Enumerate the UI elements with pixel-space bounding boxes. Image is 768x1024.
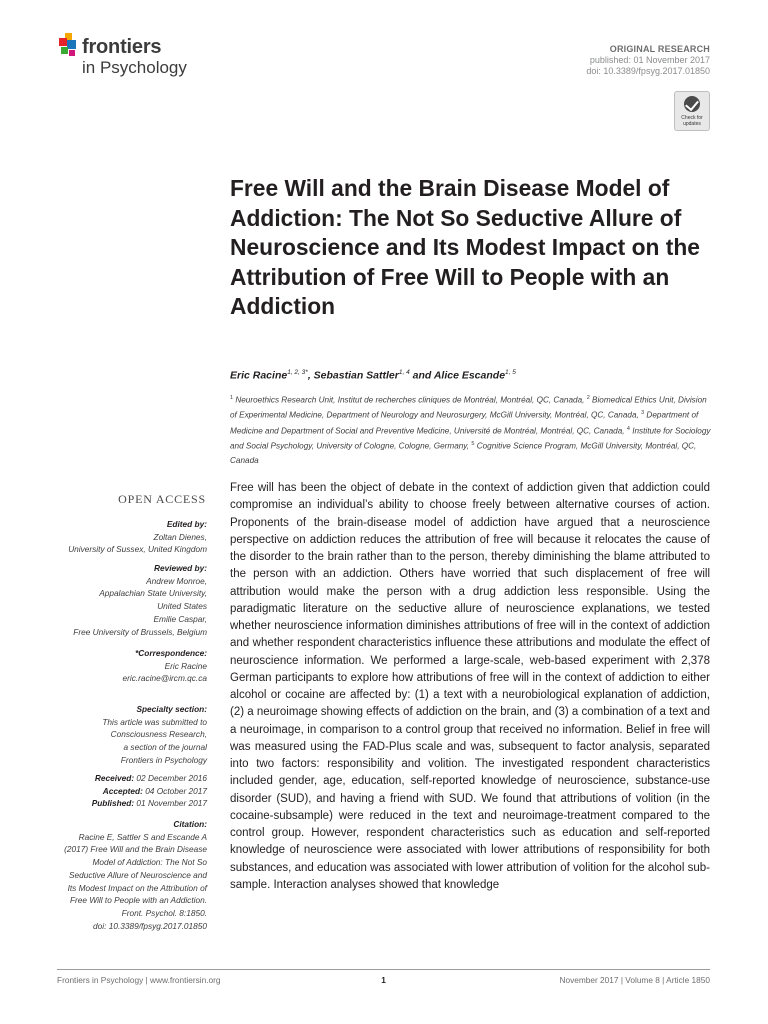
- published-label: Published:: [91, 798, 135, 809]
- received-date: 02 December 2016: [136, 773, 207, 783]
- check-icon: [684, 96, 700, 112]
- accepted-date: 04 October 2017: [145, 785, 207, 796]
- correspondence-name: Eric Racine: [164, 660, 207, 671]
- open-access-label: OPEN ACCESS: [118, 492, 206, 506]
- article-type: ORIGINAL RESEARCH: [609, 44, 710, 54]
- author-name[interactable]: Sebastian Sattler: [313, 369, 399, 382]
- citation-block: [50, 818, 207, 932]
- citation-heading: Citation:: [173, 819, 207, 829]
- affiliations: [230, 392, 715, 467]
- citation-line: Seductive Allure of Neuroscience and: [68, 869, 207, 880]
- published-date: published: 01 November 2017: [589, 55, 710, 65]
- affil-sup: 5: [471, 441, 475, 448]
- reviewer-line: Appalachian State University,: [99, 588, 207, 599]
- reviewed-by-heading: Reviewed by:: [153, 563, 207, 573]
- author-separator: ,: [307, 369, 314, 382]
- specialty-line: Consciousness Research,: [110, 729, 207, 740]
- editor-line: University of Sussex, United Kingdom: [68, 544, 207, 555]
- footer-journal[interactable]: Frontiers in Psychology | www.frontiersin.org: [57, 975, 221, 985]
- accepted-row: [50, 785, 207, 798]
- affil-sup: 2: [586, 395, 590, 401]
- correspondence-email[interactable]: eric.racine@ircm.qc.ca: [122, 673, 207, 684]
- specialty-line: This article was submitted to: [102, 716, 207, 727]
- article-doi[interactable]: doi: 10.3389/fpsyg.2017.01850: [586, 66, 710, 76]
- affiliation: Cognitive Science Program, McGill University, Montréal, QC, Canada: [230, 442, 697, 465]
- reviewer-line: Andrew Monroe,: [146, 575, 207, 586]
- article-title: Free Will and the Brain Disease Model of Addiction: The Not So Seductive Allure of Neuroscience and Its Modest Impact on the Attribution of Free Will to People with an Addiction: [230, 175, 700, 319]
- accepted-label: Accepted:: [102, 785, 143, 796]
- citation-line: (2017) Free Will and the Brain Disease: [64, 844, 207, 855]
- affil-sup: 1: [230, 395, 234, 401]
- author-name[interactable]: Eric Racine: [230, 369, 288, 382]
- affiliation: Department of Medicine and Department of Social and Preventive Medicine, Université de Montréal, Montréal, QC, Canada,: [230, 411, 699, 436]
- affiliation: Biomedical Ethics Unit, Division of Experimental Medicine, Department of Neurology and Neurosurgery, McGill University, Montréal, QC, Canada,: [230, 395, 707, 421]
- reviewer-line: Free University of Brussels, Belgium: [73, 626, 207, 637]
- check-for-updates-label: Check for updates: [681, 115, 703, 127]
- published-date-side: 01 November 2017: [136, 798, 207, 809]
- citation-line: Free Will to People with an Addiction.: [69, 895, 207, 906]
- reviewer-line: United States: [157, 601, 207, 612]
- affiliation: Neuroethics Research Unit, Institut de recherches cliniques de Montréal, Montréal, QC, Canada,: [235, 395, 585, 405]
- dates-block: [50, 772, 207, 810]
- specialty-section-heading: Specialty section:: [136, 704, 207, 714]
- citation-line[interactable]: doi: 10.3389/fpsyg.2017.01850: [93, 920, 207, 931]
- correspondence-heading: *Correspondence:: [135, 648, 207, 658]
- received-label: Received:: [94, 773, 135, 783]
- logo-text-journal: in Psychology: [82, 58, 187, 77]
- author-list: [230, 369, 710, 382]
- author-separator: and: [409, 369, 434, 382]
- edited-by-heading: Edited by:: [166, 519, 207, 529]
- correspondence-block: [50, 647, 207, 685]
- citation-line: Front. Psychol. 8:1850.: [121, 907, 207, 918]
- article-meta: [586, 44, 710, 77]
- editor-line: Zoltan Dienes,: [153, 531, 207, 542]
- author-affil-sup: 1, 5: [505, 369, 516, 376]
- footer-issue: November 2017 | Volume 8 | Article 1850: [559, 975, 710, 985]
- specialty-section-block: [50, 703, 207, 767]
- page-number: 1: [381, 975, 386, 985]
- abstract-text: Free will has been the object of debate in the context of addiction given that addiction could compromise an individual’s ability to choose freely between alternative courses of action. Proponents of the brain-disease model of addiction have argued that a neuroscience perspective on addiction reduces the attribution of free will because it relocates the cause of the disorder to the brain rather than to the person, thereby diminishing the blame attributed to the person with an addiction. Others have worried that such displacement of free will attribution would make the person with a drug addiction less responsible. Using the paradigmatic literature on the seductive allure of neuroscience explanations, we tested whether neuroscience information diminishes attributions of free will in the context of addiction and whether respondent characteristics influence these attributions and modulate the effect of neuroscience information. We performed a large-scale, web-based experiment with 2,378 German participants to explore how attributions of free will in the context of addiction to either alcohol or cocaine are affected by: (1) a text with a neurobiological explanation of addiction, (2) a neuroimage showing effects of addiction on the brain, and (3) a combination of a text and a neuroimage, in comparison to a control group that received no information. Belief in free will was measured using the FAD-Plus scale and was, subsequent to factor analysis, separated into two factors: responsibility and volition. The investigated respondent characteristics included gender, age, education, self-reported knowledge of neuroscience, substance-use disorder (SUD), and having a friend with SUD. We found that attributions of volition (in the cocaine-subsample) were reduced in the text and neuroimage-treatment compared to the control group. However, respondent characteristics such as education and self-reported knowledge of neuroscience were associated with lower attributions of responsibility for both substances, and education was associated with lower attribution of volition for the alcohol sub-sample. Interaction analyses showed that knowledge: [230, 482, 710, 891]
- author-affil-sup: 1, 2, 3*: [287, 369, 308, 376]
- reviewed-by-block: [50, 562, 207, 638]
- logo-text-frontiers: frontiers: [82, 36, 162, 58]
- received-row: [50, 772, 207, 785]
- affil-sup: 4: [626, 425, 630, 432]
- specialty-line: a section of the journal: [123, 742, 207, 753]
- citation-line: Racine E, Sattler S and Escande A: [78, 831, 207, 842]
- citation-line: Model of Addiction: The Not So: [92, 857, 207, 868]
- page-footer: [57, 969, 710, 987]
- check-for-updates-badge[interactable]: [674, 91, 710, 131]
- specialty-line: Frontiers in Psychology: [120, 754, 207, 765]
- citation-line: Its Modest Impact on the Attribution of: [67, 882, 207, 893]
- author-name[interactable]: Alice Escande: [433, 369, 506, 382]
- affiliation: Institute for Sociology and Social Psychology, University of Cologne, Cologne, Germany,: [230, 426, 711, 452]
- frontiers-logo-icon: [57, 33, 81, 61]
- reviewer-line: Emilie Caspar,: [153, 613, 207, 624]
- affil-sup: 3: [641, 410, 645, 417]
- journal-logo: [57, 33, 207, 81]
- edited-by-block: [50, 518, 207, 556]
- published-row: [50, 797, 207, 810]
- author-affil-sup: 1, 4: [398, 369, 410, 376]
